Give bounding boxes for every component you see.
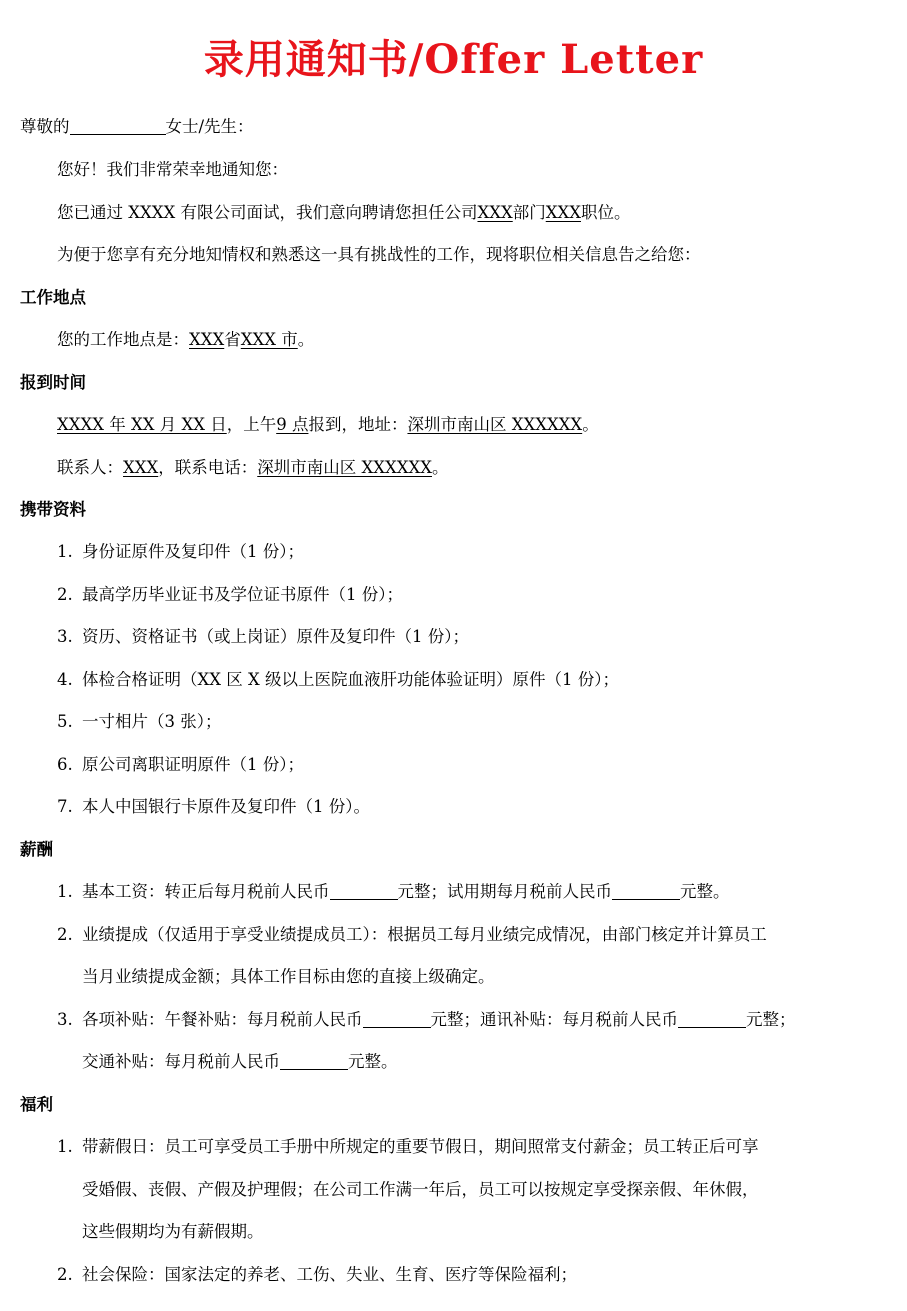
list-item-number: 3. [57, 627, 73, 646]
list-item: 本人中国银行卡原件及复印件（1 份）。 [82, 797, 370, 816]
report-text-end: 。 [582, 415, 599, 434]
amount-blank [678, 1011, 746, 1028]
salary-basic-text-c: 元整。 [680, 882, 730, 901]
work-location-line [57, 329, 314, 351]
benefit-item-insurance: 社会保险：国家法定的养老、工伤、失业、生育、医疗等保险福利； [82, 1265, 577, 1284]
benefit-item-leave-line2: 受婚假、丧假、产假及护理假；在公司工作满一年后，员工可以按规定享受探亲假、年休假， [82, 1180, 759, 1199]
position-value: XXX [545, 203, 581, 222]
report-hour-value: 9 点 [276, 415, 309, 434]
list-item: 最高学历毕业证书及学位证书原件（1 份）； [82, 585, 403, 604]
intro-line-2: 为便于您享有充分地知情权和熟悉这一具有挑战性的工作，现将职位相关信息告之给您： [57, 245, 701, 264]
contact-phone-value: 深圳市南山区 XXXXXX [257, 458, 432, 477]
amount-blank [612, 883, 680, 900]
salary-basic-text-b: 元整；试用期每月税前人民币 [397, 882, 612, 901]
list-item-number: 1. [57, 542, 73, 561]
list-item-number: 6. [57, 755, 73, 774]
report-time-line [57, 414, 599, 436]
contact-name-value: XXX [123, 458, 159, 477]
report-date-value: XXXX 年 XX 月 XX 日 [57, 415, 227, 434]
list-item: 身份证原件及复印件（1 份）； [82, 542, 304, 561]
section-heading-work-location: 工作地点 [20, 288, 86, 307]
report-text-1: ，上午 [226, 415, 277, 434]
intro-line [57, 202, 630, 224]
contact-line [57, 457, 448, 479]
benefit-item-number: 1. [57, 1137, 73, 1156]
contact-text-end: 。 [431, 458, 449, 477]
section-heading-salary: 薪酬 [20, 840, 53, 859]
allowance-text-b: 元整；通讯补贴：每月税前人民币 [430, 1010, 678, 1029]
amount-blank [280, 1053, 348, 1070]
list-item: 原公司离职证明原件（1 份）； [82, 755, 304, 774]
intro-text-2: 部门 [512, 203, 546, 222]
city-value: XXX 市 [240, 330, 298, 349]
allowance-text-a: 各项补贴：午餐补贴：每月税前人民币 [82, 1010, 363, 1029]
allowance-text-d: 交通补贴：每月税前人民币 [82, 1052, 280, 1071]
work-location-prefix: 您的工作地点是： [57, 330, 189, 349]
salary-item-number: 2. [57, 925, 73, 944]
section-heading-benefits: 福利 [20, 1095, 53, 1114]
salary-item-allowance-line2 [82, 1051, 398, 1073]
name-blank [70, 118, 166, 135]
intro-text-1: 您已通过 XXXX 有限公司面试，我们意向聘请您担任公司 [57, 203, 478, 222]
salary-basic-text-a: 基本工资：转正后每月税前人民币 [82, 882, 330, 901]
salary-item-allowance-line1 [82, 1009, 796, 1031]
list-item-number: 2. [57, 585, 73, 604]
work-location-end: 。 [297, 330, 315, 349]
section-heading-report-time: 报到时间 [20, 373, 86, 392]
benefit-item-leave-line1: 带薪假日：员工可享受员工手册中所规定的重要节假日，期间照常支付薪金；员工转正后可享 [82, 1137, 759, 1156]
contact-text-mid: ，联系电话： [158, 458, 258, 477]
list-item: 一寸相片（3 张）； [82, 712, 222, 731]
list-item-number: 4. [57, 670, 73, 689]
report-address-value: 深圳市南山区 XXXXXX [407, 415, 583, 434]
section-heading-materials: 携带资料 [20, 500, 86, 519]
list-item: 体检合格证明（XX 区 X 级以上医院血液肝功能体验证明）原件（1 份）； [82, 670, 619, 689]
department-value: XXX [477, 203, 513, 222]
contact-prefix: 联系人： [57, 458, 123, 477]
salary-item-commission-line2: 当月业绩提成金额；具体工作目标由您的直接上级确定。 [82, 967, 495, 986]
intro-text-3: 职位。 [580, 203, 631, 222]
amount-blank [363, 1011, 431, 1028]
province-label: 省 [224, 330, 241, 349]
list-item-number: 5. [57, 712, 73, 731]
benefit-item-leave-line3: 这些假期均为有薪假期。 [82, 1222, 264, 1241]
page-title: 录用通知书/Offer Letter [203, 36, 704, 83]
list-item: 资历、资格证书（或上岗证）原件及复印件（1 份）； [82, 627, 469, 646]
list-item-number: 7. [57, 797, 73, 816]
salary-item-commission-line1: 业绩提成（仅适用于享受业绩提成员工）：根据员工每月业绩完成情况，由部门核定并计算员工 [82, 925, 767, 944]
salutation-line [20, 116, 254, 138]
greeting: 您好！我们非常荣幸地通知您： [57, 160, 288, 179]
salutation-suffix: 女士/先生： [165, 117, 254, 136]
report-text-2: 报到，地址： [308, 415, 408, 434]
benefit-item-number: 2. [57, 1265, 73, 1284]
province-value: XXX [189, 330, 225, 349]
salary-item-basic [82, 881, 730, 903]
salary-item-number: 3. [57, 1010, 73, 1029]
salary-item-number: 1. [57, 882, 73, 901]
salutation-prefix: 尊敬的 [20, 117, 70, 136]
allowance-text-c: 元整； [746, 1010, 796, 1029]
amount-blank [330, 883, 398, 900]
allowance-text-e: 元整。 [348, 1052, 398, 1071]
